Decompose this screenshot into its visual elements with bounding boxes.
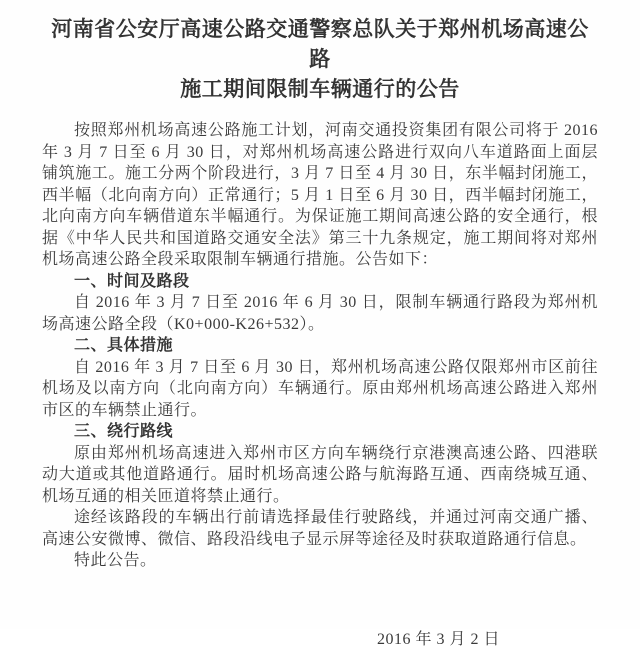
paragraph-time-and-segment: 自 2016 年 3 月 7 日至 2016 年 6 月 30 日，限制车辆通行路段为郑州机场高速公路全段（K0+000-K26+532）。 <box>42 292 598 335</box>
section-heading-specific-measures: 二、具体措施 <box>42 335 598 357</box>
paragraph-detour-routes: 原由郑州机场高速进入郑州市区方向车辆绕行京港澳高速公路、四港联动大道或其他道路通行。届时机场高速公路与航海路互通、西南绕城互通、机场互通的相关匝道将禁止通行。 <box>42 443 598 508</box>
paragraph-intro: 按照郑州机场高速公路施工计划，河南交通投资集团有限公司将于 2016 年 3 月 7 日至 6 月 30 日，对郑州机场高速公路进行双向八车道路面上面层铺筑施工。施工分两个阶段进行，3 月 7 日至 4 月 30 日，东半幅封闭施工，西半幅（北向南方向）正常通行；5 月 1 日至 6 月 30 日，西半幅封闭施工，北向南方向车辆借道东半幅通行。为保证施工期间高速公路的安全通行，根据《中华人民共和国道路交通安全法》第三十九条规定，施工期间将对郑州机场高速公路全段采取限制车辆通行措施。公告如下： <box>42 120 598 271</box>
paragraph-closing: 特此公告。 <box>42 550 598 572</box>
document-title-line2: 施工期间限制车辆通行的公告 <box>42 74 598 104</box>
document-date: 2016 年 3 月 2 日 <box>42 629 598 650</box>
paragraph-specific-measures: 自 2016 年 3 月 7 日至 6 月 30 日，郑州机场高速公路仅限郑州市区前往机场及以南方向（北向南方向）车辆通行。原由郑州机场高速公路进入郑州市区的车辆禁止通行。 <box>42 357 598 422</box>
document-title <box>42 14 598 104</box>
document-title-line1: 河南省公安厅高速公路交通警察总队关于郑州机场高速公路 <box>42 14 598 74</box>
section-heading-detour-routes: 三、绕行路线 <box>42 421 598 443</box>
paragraph-travel-advice: 途经该路段的车辆出行前请选择最佳行驶路线，并通过河南交通广播、高速公安微博、微信、路段沿线电子显示屏等途径及时获取道路通行信息。 <box>42 507 598 550</box>
section-heading-time-and-segment: 一、时间及路段 <box>42 271 598 293</box>
document-body <box>42 120 598 572</box>
